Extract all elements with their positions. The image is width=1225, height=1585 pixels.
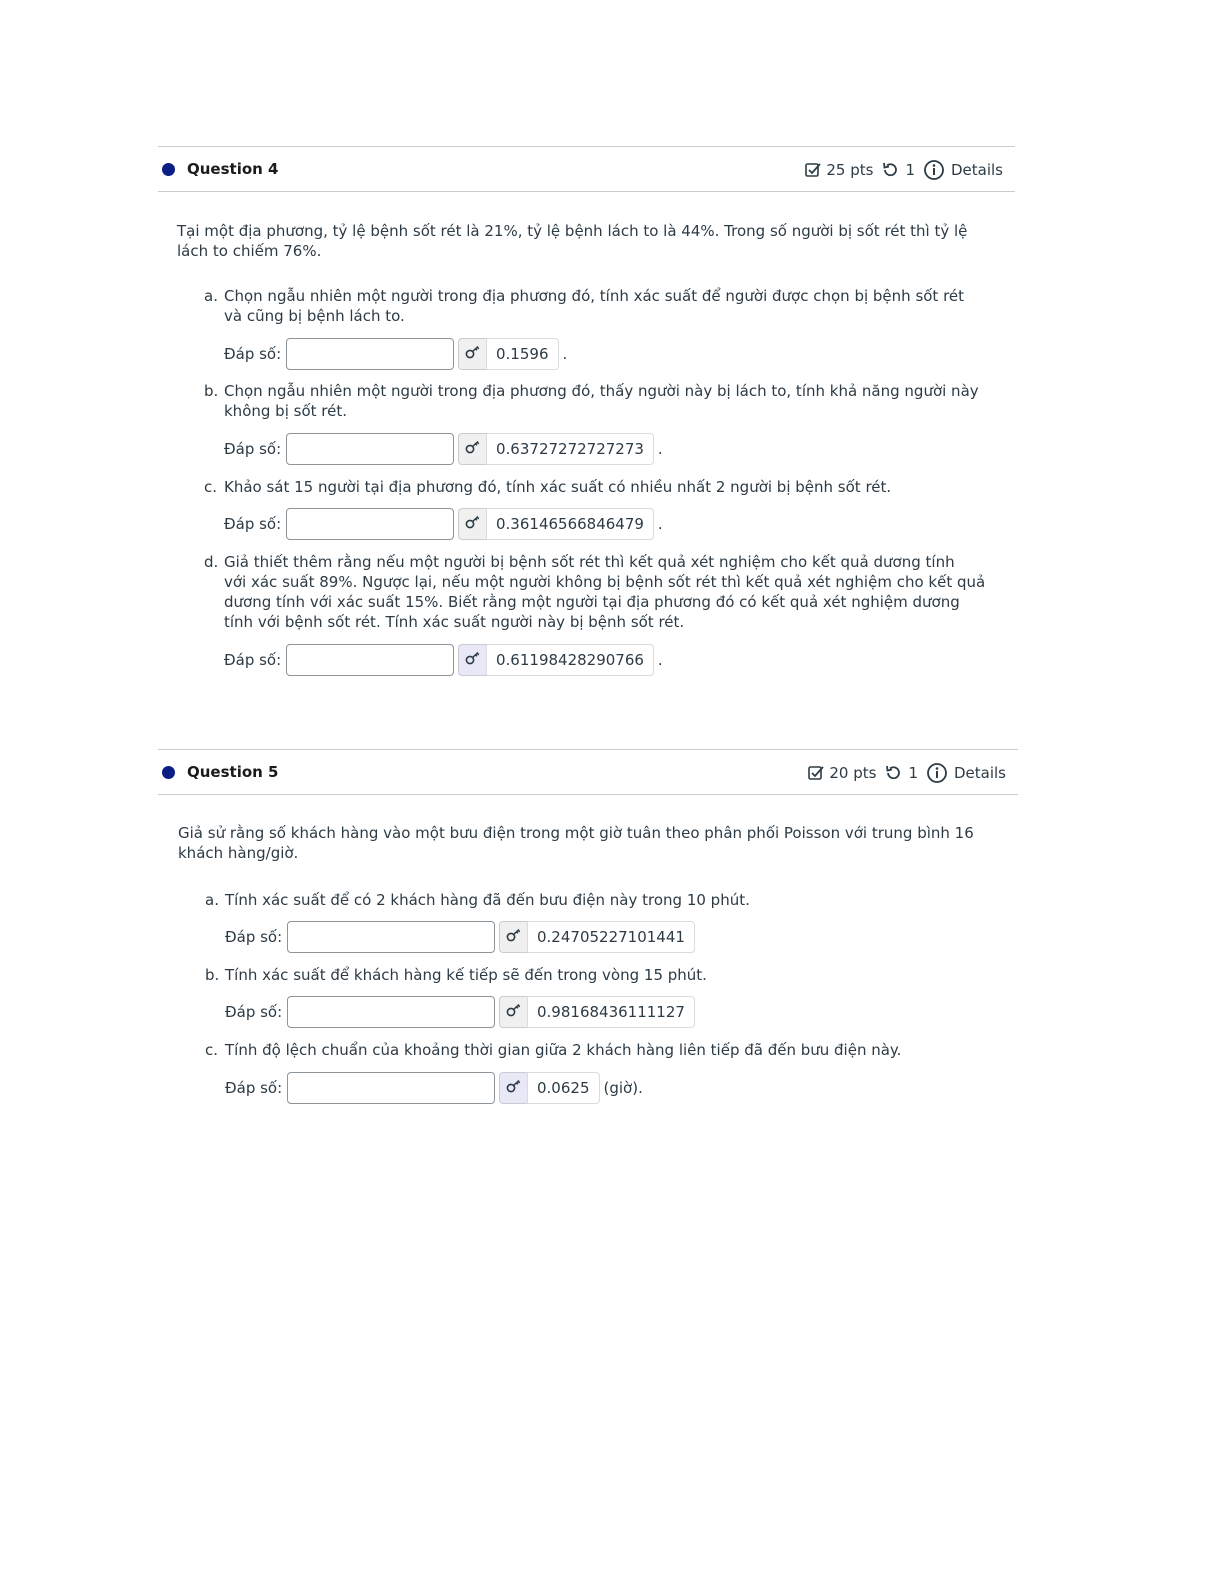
answer-suffix: (giờ). xyxy=(603,1079,643,1097)
question-part-c xyxy=(205,1040,1005,1060)
part-letter: a. xyxy=(204,287,218,305)
question-stem xyxy=(178,823,1008,863)
details-link[interactable]: Details xyxy=(950,161,1003,179)
part-text-line: tính với bệnh sốt rét. Tính xác suất người này bị bệnh sốt rét. xyxy=(224,613,685,631)
attempts-icon xyxy=(881,161,899,179)
details-icon[interactable] xyxy=(923,159,945,181)
part-letter: c. xyxy=(205,1041,219,1059)
key-icon xyxy=(465,515,481,533)
question-meta xyxy=(807,762,1006,784)
show-answer-button[interactable] xyxy=(458,644,486,676)
question-part-a xyxy=(205,890,1005,910)
show-answer-button[interactable] xyxy=(458,338,486,370)
question-part-d xyxy=(204,552,1024,632)
question-status-dot xyxy=(162,163,175,176)
answer-row-a xyxy=(225,920,699,954)
points-value: 20 pts xyxy=(829,764,877,782)
answer-suffix: . xyxy=(657,651,663,669)
part-text-line: Chọn ngẫu nhiên một người trong địa phương đó, thấy người này bị lách to, tính khả năng người này xyxy=(224,382,979,400)
part-text-line: Khảo sát 15 người tại địa phương đó, tính xác suất có nhiều nhất 2 người bị bệnh sốt rét. xyxy=(224,478,892,496)
question-stem xyxy=(177,221,1007,261)
details-icon[interactable] xyxy=(926,762,948,784)
show-answer-button[interactable] xyxy=(499,921,527,953)
key-icon xyxy=(465,345,481,363)
part-letter: d. xyxy=(204,553,219,571)
part-text-line: Tính xác suất để khách hàng kế tiếp sẽ đến trong vòng 15 phút. xyxy=(225,966,707,984)
answer-input[interactable] xyxy=(287,921,495,953)
question-4 xyxy=(158,146,1015,706)
part-letter: b. xyxy=(205,966,220,984)
answer-suffix: . xyxy=(562,345,568,363)
correct-answer: 0.24705227101441 xyxy=(527,921,695,953)
answer-row-c xyxy=(224,507,663,541)
correct-answer: 0.98168436111127 xyxy=(527,996,695,1028)
show-answer-button[interactable] xyxy=(458,433,486,465)
answer-input[interactable] xyxy=(286,338,454,370)
part-letter: b. xyxy=(204,382,219,400)
answer-label: Đáp số: xyxy=(224,651,282,669)
attempts-value: 1 xyxy=(905,161,915,179)
question-part-a xyxy=(204,286,1004,326)
correct-answer: 0.63727272727273 xyxy=(486,433,654,465)
correct-answer: 0.61198428290766 xyxy=(486,644,654,676)
answer-input[interactable] xyxy=(287,996,495,1028)
answer-row-d xyxy=(224,643,663,677)
show-answer-button[interactable] xyxy=(499,996,527,1028)
question-5 xyxy=(158,749,1018,1129)
question-title: Question 5 xyxy=(187,763,279,781)
stem-line: Tại một địa phương, tỷ lệ bệnh sốt rét là 21%, tỷ lệ bệnh lách to là 44%. Trong số người bị sốt rét thì tỷ lệ xyxy=(177,222,968,240)
question-status-dot xyxy=(162,766,175,779)
answer-input[interactable] xyxy=(286,644,454,676)
answer-suffix: . xyxy=(657,440,663,458)
question-part-b xyxy=(204,381,1004,421)
part-text-line: và cũng bị bệnh lách to. xyxy=(224,307,405,325)
part-text-line: Tính xác suất để có 2 khách hàng đã đến bưu điện này trong 10 phút. xyxy=(225,891,750,909)
part-text-line: Giả thiết thêm rằng nếu một người bị bệnh sốt rét thì kết quả xét nghiệm cho kết quả dương tính xyxy=(224,553,955,571)
key-icon xyxy=(465,440,481,458)
answer-input[interactable] xyxy=(286,433,454,465)
points-icon xyxy=(804,161,822,179)
answer-input[interactable] xyxy=(286,508,454,540)
answer-label: Đáp số: xyxy=(224,345,282,363)
answer-row-a xyxy=(224,337,567,371)
part-letter: a. xyxy=(205,891,219,909)
key-icon xyxy=(506,1003,522,1021)
question-title: Question 4 xyxy=(187,160,279,178)
question-part-c xyxy=(204,477,1004,497)
answer-label: Đáp số: xyxy=(224,440,282,458)
stem-line: khách hàng/giờ. xyxy=(178,844,299,862)
part-text-line: không bị sốt rét. xyxy=(224,402,347,420)
question-header xyxy=(158,749,1018,795)
key-icon xyxy=(465,651,481,669)
attempts-value: 1 xyxy=(908,764,918,782)
answer-label: Đáp số: xyxy=(224,515,282,533)
attempts-icon xyxy=(884,764,902,782)
part-text-line: dương tính với xác suất 15%. Biết rằng một người tại địa phương đó có kết quả xét nghiệm dương xyxy=(224,593,960,611)
points-value: 25 pts xyxy=(826,161,874,179)
part-text-line: Chọn ngẫu nhiên một người trong địa phương đó, tính xác suất để người được chọn bị bệnh sốt rét xyxy=(224,287,965,305)
part-text-line: với xác suất 89%. Ngược lại, nếu một người không bị bệnh sốt rét thì kết quả xét nghiệm cho kết quả xyxy=(224,573,986,591)
part-text-line: Tính độ lệch chuẩn của khoảng thời gian giữa 2 khách hàng liên tiếp đã đến bưu điện này. xyxy=(225,1041,902,1059)
question-header xyxy=(158,146,1015,192)
answer-label: Đáp số: xyxy=(225,928,283,946)
answer-suffix: . xyxy=(657,515,663,533)
stem-line: lách to chiếm 76%. xyxy=(177,242,322,260)
show-answer-button[interactable] xyxy=(458,508,486,540)
show-answer-button[interactable] xyxy=(499,1072,527,1104)
answer-label: Đáp số: xyxy=(225,1003,283,1021)
correct-answer: 0.1596 xyxy=(486,338,559,370)
answer-row-b xyxy=(225,995,699,1029)
key-icon xyxy=(506,928,522,946)
answer-row-c xyxy=(225,1071,643,1105)
answer-label: Đáp số: xyxy=(225,1079,283,1097)
question-meta xyxy=(804,159,1003,181)
details-link[interactable]: Details xyxy=(953,764,1006,782)
question-part-b xyxy=(205,965,1005,985)
correct-answer: 0.0625 xyxy=(527,1072,600,1104)
answer-input[interactable] xyxy=(287,1072,495,1104)
stem-line: Giả sử rằng số khách hàng vào một bưu điện trong một giờ tuân theo phân phối Poisson với trung bình 16 xyxy=(178,824,974,842)
key-icon xyxy=(506,1079,522,1097)
points-icon xyxy=(807,764,825,782)
answer-row-b xyxy=(224,432,663,466)
part-letter: c. xyxy=(204,478,218,496)
correct-answer: 0.36146566846479 xyxy=(486,508,654,540)
